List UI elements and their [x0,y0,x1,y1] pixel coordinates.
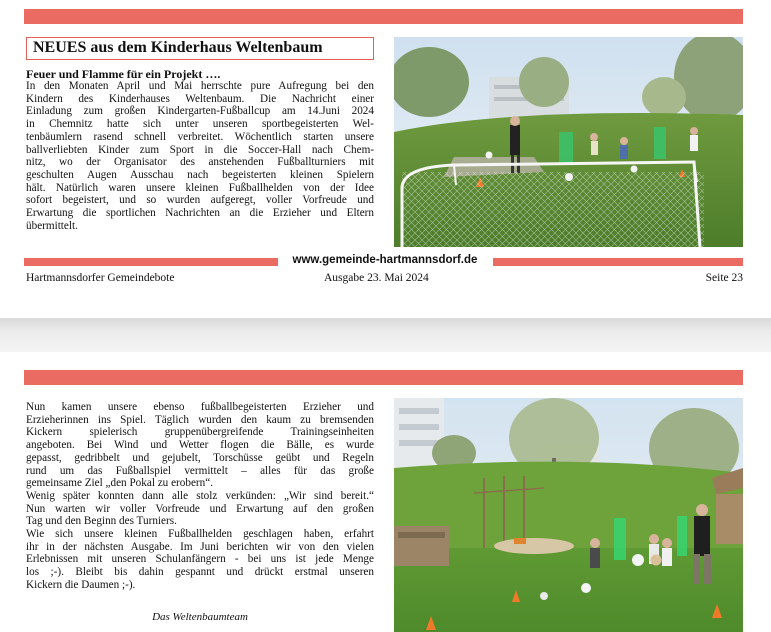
article-subheading: Feuer und Flamme für ein Projekt …. [26,67,221,81]
text-line: Kickern spielerisch gruppenübergreifende Trainingseinheiten [26,426,374,439]
text-line: übermittelt. [26,219,78,232]
text-line: nitz, wo der Organisator des anstehenden Fußballturniers mit [26,156,374,169]
photo-illustration [394,37,743,247]
photo-kids-with-footballs [394,398,743,632]
footer-issue: Ausgabe 23. Mai 2024 [324,272,429,284]
article-paragraph-1 [26,80,374,232]
text-line: ballverliebten Kinder zum Sport in die Soccer-Hall nach Chem- [26,143,374,156]
text-line: Erwartung die sportlichen Nachrichten an die Erzieher und Eltern [26,207,374,220]
text-line: Nun kamen unsere ebenso fußballbegeisterten Erzieher und [26,401,374,413]
text-line: gemeinsame Ziel „den Pokal zu erobern“. [26,477,214,490]
text-line: angeboten. Bei Wind und Wetter flogen die Bälle, es wurde [26,439,374,452]
footer-website: www.gemeinde-hartmannsdorf.de [292,254,478,266]
text-line: Kickern die Daumen ;-). [26,578,136,591]
text-line: sofort begeistert, und so wurden aufgeregt, voller Vorfreude und [26,194,374,207]
text-line: Nun warten wir voller Vorfreude und Erwartung auf den großen [26,502,374,515]
text-line: los ;-). Bleibt bis dahin gespannt und drückt erstmal unseren [26,566,374,579]
footer-page-number: Seite 23 [705,272,743,284]
signature-line: Das Weltenbaumteam [152,611,248,623]
text-line: gepasst, gedribbelt und gejubelt, Torschüsse geübt und Regeln [26,451,374,464]
text-line: Wie sich unsere kleinen Fußballhelden geschlagen haben, erfahrt [26,528,374,541]
footer-rule-left [24,258,278,266]
footer-rule-right [493,258,743,266]
text-line: Tag und den Beginn des Turniers. [26,515,177,528]
newsletter-page-24 [0,352,771,632]
footer-publication: Hartmannsdorfer Gemeindebote [26,272,175,284]
photo-soccer-goal-practice [394,37,743,247]
text-line: hält. Natürlich waren unsere kleinen Fußballhelden von der Idee [26,181,374,194]
top-color-bar [24,9,743,24]
article-heading: NEUES aus dem Kinderhaus Weltenbaum [26,37,374,60]
page-gap [0,318,771,352]
top-color-bar [24,370,743,385]
text-line: Erzieherinnen ins Spiel. Täglich wurden den kaum zu bremsenden [26,413,374,426]
text-line: in Chemnitz hatte sich unter unseren sportbegeisterten Wel- [26,118,374,131]
text-line: Kindern des Kinderhauses Weltenbaum. Die Nachricht einer [26,92,374,105]
text-line: Einladung zum großen Kindergarten-Fußballcup am 14.Juni 2024 [26,105,374,118]
text-line: Wenig später konnten dann alle stolz verkünden: „Wir sind bereit.“ [26,489,374,502]
text-line: In den Monaten April und Mai herrschte pure Aufregung bei den [26,80,374,92]
text-line: geschulten Augen Ausschau nach begeisterten kleinen Spielern [26,168,374,181]
text-line: Erlebnissen mit unseren Schulanfängern - bei uns ist jede Menge [26,553,374,566]
text-line: tenbäumlern rasend schnell verbreitet. Wöchentlich starten unsere [26,130,374,143]
text-line: ihr in der nächsten Ausgabe. Im Juni berichten wir von den vielen [26,540,374,553]
article-paragraph-2 [26,401,374,592]
photo-illustration [394,398,743,632]
text-line: rund um das Fußballspiel vermittelt – alles für das große [26,464,374,477]
